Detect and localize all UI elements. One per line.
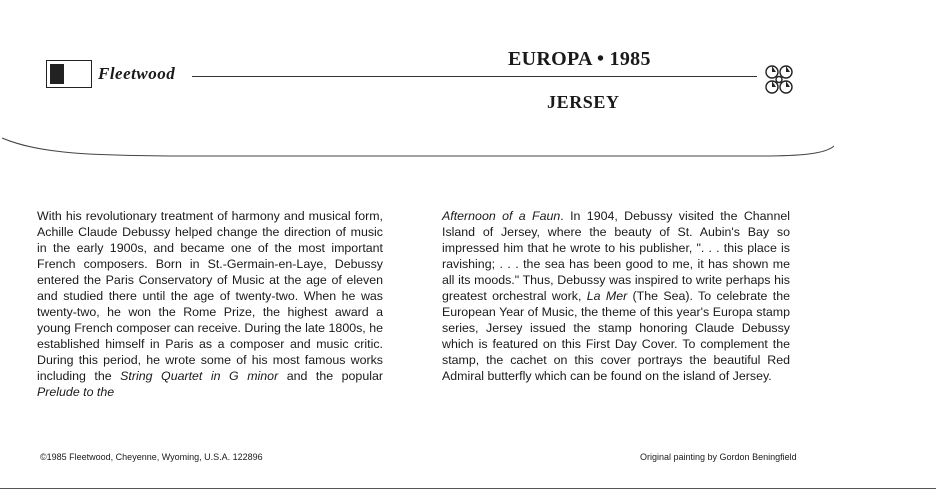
article-column-left bbox=[37, 208, 383, 400]
work-title: Prelude to the bbox=[37, 385, 115, 399]
brand-name: Fleetwood bbox=[98, 64, 176, 83]
work-title: Afternoon of a Faun bbox=[442, 209, 561, 223]
europa-emblem-icon bbox=[756, 62, 802, 98]
copyright-notice: ©1985 Fleetwood, Cheyenne, Wyoming, U.S.A. 122896 bbox=[40, 452, 263, 462]
article-text: and the popular bbox=[278, 369, 383, 383]
article-text: . In 1904, Debussy visited the Channel Island of Jersey, where the beauty of St. Aubin's Bay so impressed him that he wrote to his publisher, ". . . this place is ravishing; . . . the sea has been good to me, it has shown me all its moods." Thus, Debussy was inspired to write perhaps his greatest orchestral work, bbox=[442, 209, 790, 303]
bottom-edge-rule bbox=[0, 488, 936, 489]
header-rule bbox=[192, 76, 757, 77]
cover-flap-curve bbox=[0, 128, 936, 168]
work-title: La Mer bbox=[586, 289, 628, 303]
article-text: With his revolutionary treatment of harmony and musical form, Achille Claude Debussy helped change the direction of music in the early 1900s, and became one of the most important French composers. Born in St.-Germain-en-Laye, Debussy entered the Paris Conservatory of Music at the age of eleven and studied there until the age of twenty-two. When he was twenty-two, he won the Rome Prize, the highest award a young French composer can receive. During the late 1800s, he established himself in Paris as a composer and music critic. During this period, he wrote some of his most famous works including the bbox=[37, 209, 383, 383]
painting-credit: Original painting by Gordon Beningfield bbox=[640, 452, 797, 462]
work-title: String Quartet in G minor bbox=[120, 369, 279, 383]
fleetwood-logo-mark bbox=[46, 60, 92, 88]
article-text: (The Sea). To celebrate the European Year of Music, the theme of this year's Europa stamp series, Jersey issued the stamp honoring Claude Debussy which is featured on this First Day Cover. To complement the stamp, the cachet on this cover portrays the beautiful Red Admiral butterfly which can be found on the island of Jersey. bbox=[442, 289, 790, 383]
page-subtitle: JERSEY bbox=[547, 92, 620, 112]
article-column-right bbox=[442, 208, 790, 384]
page-title: EUROPA • 1985 bbox=[508, 48, 651, 70]
